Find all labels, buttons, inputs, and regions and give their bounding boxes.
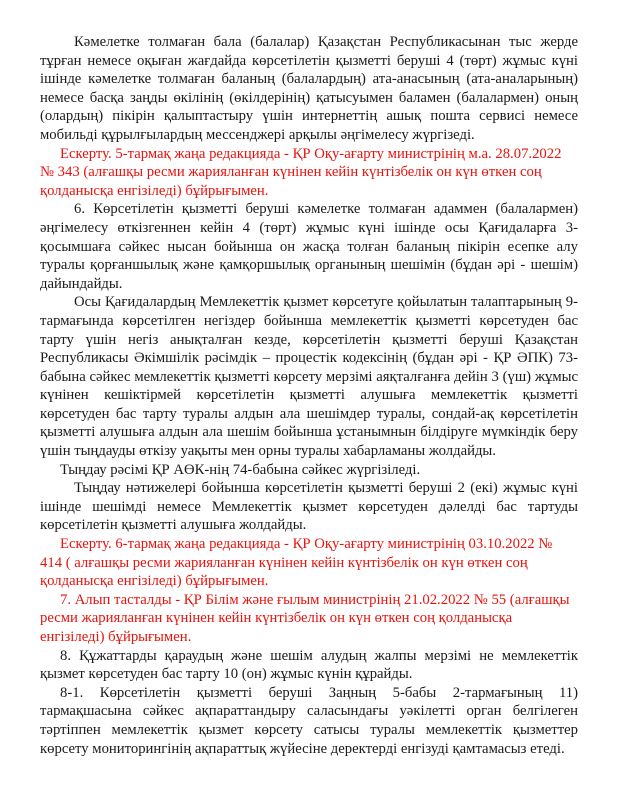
amendment-note-item-7-removed: 7. Алып тасталды - ҚР Білім және ғылым министрінің 21.02.2022 № 55 (алғашқы ресми жарияланған күнінен кейін күнтізбелік он күн өткен соң қолданысқа енгізіледі) бұйрығымен.	[40, 591, 570, 645]
paragraph-item-6-continued: Осы Қағидалардың Мемлекеттік қызмет көрсетуге қойылатын талаптарының 9-тармағында көрсетілген негіздер бойынша мемлекеттік қызметті көрсетуден бас тарту үшін негіз анықталған кезде, көрсетілетін қызметті беруші Қазақстан Республикасы Әкімшілік рәсімдік – процестік кодексінің (бұдан әрі - ҚР ӘПК) 73-бабына сәйкес мемлекеттік қызметті көрсету мерзімі аяқталғанға дейін 3 (үш) жұмыс күнінен кешіктірмей көрсетілетін қызметті алушыға мемлекеттік қызметті көрсетуден бас тарту туралы алдын ала шешімдер туралы, сондай-ақ көрсетілетін қызметті алушыға алдын ала шешім бойынша ұстанымнын білдіруге мүмкіндік беру үшін тыңдауды өткізу уақыты мен орны туралы хабарламаны жолдайды.	[40, 294, 578, 460]
amendment-note-item-6: Ескерту. 6-тармақ жаңа редакцияда - ҚР Оқу-ағарту министрінің 03.10.2022 № 414 ( алғашқы ресми жарияланған күнінен кейін күнтізбелік он күн өткен соң қолданысқа енгізіледі) бұйрығымен.	[40, 536, 553, 590]
paragraph-item-5-body: Кәмелетке толмаған бала (балалар) Қазақстан Республикасынан тыс жерде тұрған немесе оқыған жағдайда көрсетілетін қызметті беруші 4 (төрт) жұмыс күні ішінде кәмелетке толмаған баланың (балалардың) ата-анасының (ата-аналарының) немесе басқа заңды өкілінің (өкілдерінің) қатысуымен баламен (балалармен) оның (олардың) пікірін қалыптастыру үшін интернеттің ашық пошта сервисі немесе мобильді құрылғылардың мессенджері арқылы әңгімелесу жүргізеді.	[40, 34, 578, 143]
paragraph-item-8: 8. Құжаттарды қараудың және шешім алудың жалпы мерзімі не мемлекеттік қызмет көрсетуден бас тарту 10 (он) жұмыс күнін құрайды.	[40, 647, 578, 683]
amendment-note-item-5: Ескерту. 5-тармақ жаңа редакцияда - ҚР Оқу-ағарту министрінің м.а. 28.07.2022 № 343 (алғашқы ресми жарияланған күнінен кейін күнтізбелік он күн өткен соң қолданысқа енгізіледі) бұйрығымен.	[40, 145, 562, 199]
paragraph-item-8-1: 8-1. Көрсетілетін қызметті беруші Заңның 5-бабы 2-тармағының 11) тармақшасына сәйкес ақпараттандыру саласындағы уәкілетті орган белгілеген тәртіппен мемлекеттік қызмет көрсету сатысы туралы мемлекеттік қызметтер көрсету мониторингінің ақпараттық жүйесіне деректерді енгізуді қамтамасыз етеді.	[40, 684, 578, 757]
paragraph-hearing-results: Тыңдау нәтижелері бойынша көрсетілетін қызметті беруші 2 (екі) жұмыс күні ішінде шешімді немесе Мемлекеттік қызмет көрсетуден дәлелді бас тартуды көрсетілетін қызметті алушыға жолдайды.	[40, 480, 578, 534]
paragraph-item-6: 6. Көрсетілетін қызметті беруші кәмелетке толмаған адаммен (балалармен) әңгімелесу өткізгеннен кейін 4 (төрт) жұмыс күні ішінде осы Қағидаларға 3-қосымшаға сәйкес нысан бойынша он жасқа толған баланың пікірін есепке алу туралы қорғаншылық және қамқоршылық органының шешімін (бұдан әрі - шешім) дайындайды.	[40, 201, 578, 292]
paragraph-hearing-procedure: Тыңдау рәсімі ҚР АӨК-нің 74-бабына сәйкес жүргізіледі.	[60, 461, 421, 478]
document-body	[40, 33, 578, 758]
